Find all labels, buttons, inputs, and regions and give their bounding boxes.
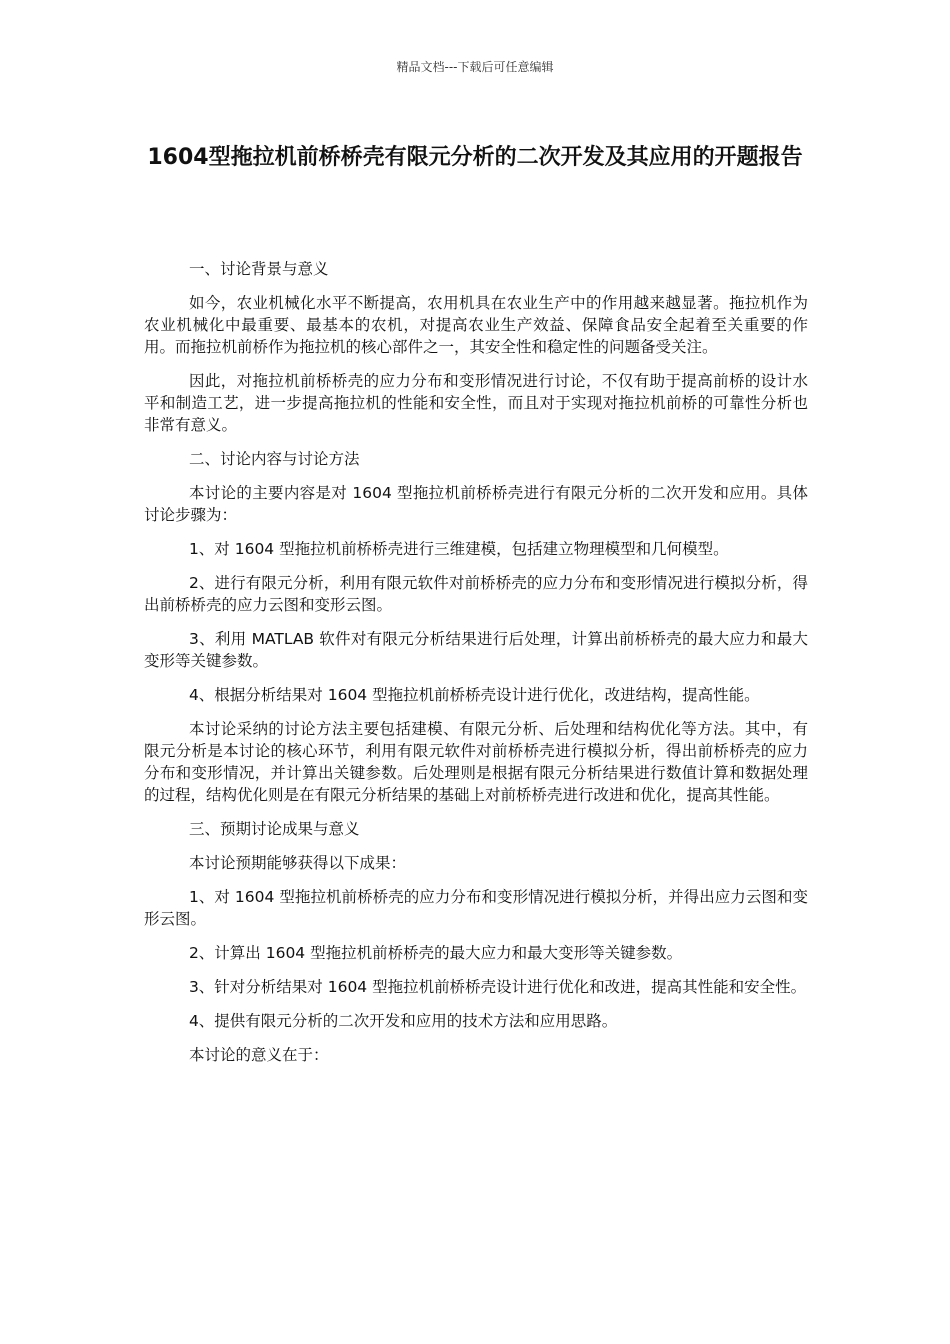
section-2-paragraph-2: 本讨论采纳的讨论方法主要包括建模、有限元分析、后处理和结构优化等方法。其中，有限元分析是本讨论的核心环节，利用有限元软件对前桥桥壳进行模拟分析，得出前桥桥壳的应力分布和变形情况，并计算出关键参数。后处理则是根据有限元分析结果进行数值计算和数据处理的过程，结构优化则是在有限元分析结果的基础上对前桥桥壳进行改进和优化，提高其性能。 bbox=[144, 720, 808, 804]
section-3-paragraph-2: 本讨论的意义在于： bbox=[188, 1046, 329, 1064]
section-2-step-3: 3、利用 MATLAB 软件对有限元分析结果进行后处理，计算出前桥桥壳的最大应力和最大变形等关键参数。 bbox=[144, 630, 808, 670]
document-title: 1604型拖拉机前桥桥壳有限元分析的二次开发及其应用的开题报告 bbox=[147, 145, 803, 170]
section-1-heading: 一、讨论背景与意义 bbox=[188, 260, 329, 278]
document-body bbox=[144, 258, 808, 1078]
section-1-paragraph-2: 因此，对拖拉机前桥桥壳的应力分布和变形情况进行讨论，不仅有助于提高前桥的设计水平和制造工艺，进一步提高拖拉机的性能和安全性，而且对于实现对拖拉机前桥的可靠性分析也非常有意义。 bbox=[144, 372, 808, 434]
section-2-heading: 二、讨论内容与讨论方法 bbox=[188, 450, 360, 468]
section-3-item-3: 3、针对分析结果对 1604 型拖拉机前桥桥壳设计进行优化和改进，提高其性能和安全性。 bbox=[188, 978, 807, 996]
section-2-step-4: 4、根据分析结果对 1604 型拖拉机前桥桥壳设计进行优化，改进结构，提高性能。 bbox=[188, 686, 760, 704]
section-3-paragraph-1: 本讨论预期能够获得以下成果： bbox=[188, 854, 406, 872]
section-2-step-2: 2、进行有限元分析，利用有限元软件对前桥桥壳的应力分布和变形情况进行模拟分析，得出前桥桥壳的应力云图和变形云图。 bbox=[144, 574, 808, 614]
section-1-paragraph-1: 如今，农业机械化水平不断提高，农用机具在农业生产中的作用越来越显著。拖拉机作为农业机械化中最重要、最基本的农机，对提高农业生产效益、保障食品安全起着至关重要的作用。而拖拉机前桥作为拖拉机的核心部件之一，其安全性和稳定性的问题备受关注。 bbox=[144, 294, 808, 356]
section-3-heading: 三、预期讨论成果与意义 bbox=[188, 820, 360, 838]
section-3-item-1: 1、对 1604 型拖拉机前桥桥壳的应力分布和变形情况进行模拟分析，并得出应力云图和变形云图。 bbox=[144, 888, 808, 928]
section-2-paragraph-1: 本讨论的主要内容是对 1604 型拖拉机前桥桥壳进行有限元分析的二次开发和应用。具体讨论步骤为： bbox=[144, 484, 808, 524]
section-3-item-2: 2、计算出 1604 型拖拉机前桥桥壳的最大应力和最大变形等关键参数。 bbox=[188, 944, 683, 962]
section-2-step-1: 1、对 1604 型拖拉机前桥桥壳进行三维建模，包括建立物理模型和几何模型。 bbox=[188, 540, 729, 558]
header-note: 精品文档---下载后可任意编辑 bbox=[396, 60, 554, 74]
section-3-item-4: 4、提供有限元分析的二次开发和应用的技术方法和应用思路。 bbox=[188, 1012, 618, 1030]
